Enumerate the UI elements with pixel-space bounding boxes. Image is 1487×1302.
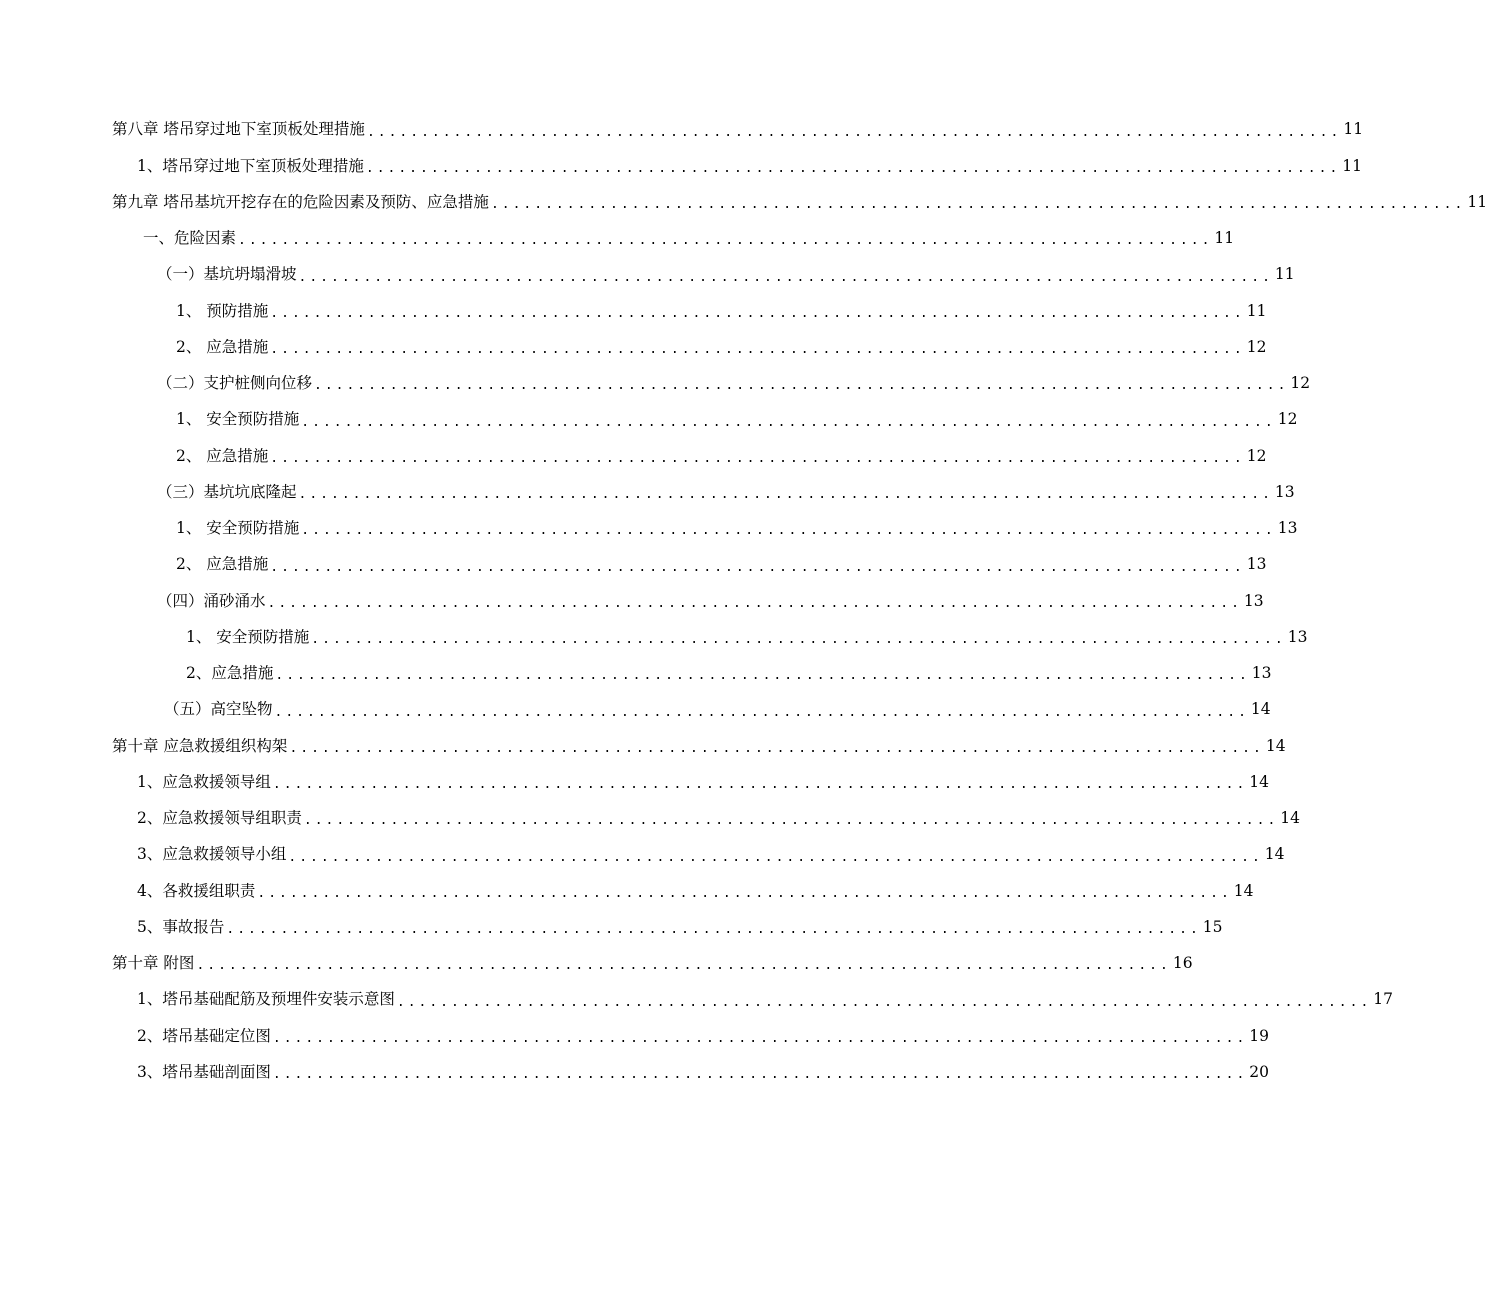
toc-entry[interactable] <box>0 620 1308 656</box>
dot-leader: .......................................................................................... <box>272 1067 1248 1083</box>
toc-entry-page: 13 <box>1287 627 1308 646</box>
toc-entry-label: 2、塔吊基础定位图 <box>137 1026 271 1045</box>
toc-entry-label: 2、应急救援领导组职责 <box>137 809 302 828</box>
dot-leader: .......................................................................................... <box>270 450 1245 466</box>
toc-entry-page: 14 <box>1280 809 1301 828</box>
dot-leader: .......................................................................................... <box>365 160 1341 176</box>
dot-leader: .......................................................................................... <box>270 342 1245 358</box>
toc-entry-page: 11 <box>1343 120 1364 139</box>
toc-entry[interactable] <box>0 873 1254 909</box>
toc-entry-label: 3、塔吊基础剖面图 <box>137 1062 271 1081</box>
toc-entry-label: （四）涌砂涌水 <box>157 591 266 610</box>
toc-entry[interactable] <box>0 656 1272 692</box>
toc-entry[interactable] <box>0 837 1285 873</box>
toc-entry-label: （五）高空坠物 <box>164 700 273 719</box>
toc-entry-label: 第十章 附图 <box>112 954 195 973</box>
toc-entry-page: 13 <box>1246 555 1267 574</box>
toc-entry-label: 1、塔吊基础配筋及预埋件安装示意图 <box>137 990 395 1009</box>
toc-entry[interactable] <box>0 511 1298 547</box>
toc-entry[interactable] <box>0 438 1267 474</box>
dot-leader: .......................................................................................... <box>238 233 1213 249</box>
dot-leader: .......................................................................................... <box>298 269 1273 285</box>
toc-entry-page: 11 <box>1246 301 1267 320</box>
toc-entry[interactable] <box>0 293 1267 329</box>
toc-entry-page: 14 <box>1249 772 1270 791</box>
toc-entry[interactable] <box>0 547 1267 583</box>
table-of-contents <box>0 112 1487 1091</box>
toc-entry-page: 11 <box>1274 265 1295 284</box>
toc-entry-label: 1、 安全预防措施 <box>176 519 300 538</box>
dot-leader: .......................................................................................... <box>301 523 1276 539</box>
toc-entry-label: 2、应急措施 <box>186 664 274 683</box>
toc-entry-page: 13 <box>1243 591 1264 610</box>
toc-entry-page: 12 <box>1246 446 1267 465</box>
toc-entry[interactable] <box>0 112 1364 148</box>
dot-leader: .......................................................................................... <box>257 885 1232 901</box>
dot-leader: .......................................................................................... <box>275 668 1250 684</box>
toc-entry-page: 17 <box>1373 990 1394 1009</box>
dot-leader: .......................................................................................... <box>270 559 1245 575</box>
toc-entry[interactable] <box>0 801 1301 837</box>
toc-entry[interactable] <box>0 728 1286 764</box>
toc-entry-label: （三）基坑坑底隆起 <box>157 482 297 501</box>
dot-leader: .......................................................................................... <box>272 777 1248 793</box>
dot-leader: .......................................................................................... <box>303 813 1279 829</box>
toc-entry-label: 第九章 塔吊基坑开挖存在的危险因素及预防、应急措施 <box>112 192 489 211</box>
toc-entry-page: 14 <box>1233 881 1254 900</box>
toc-entry-label: 3、应急救援领导小组 <box>137 845 287 864</box>
toc-entry-page: 13 <box>1251 664 1272 683</box>
toc-entry-label: 2、 应急措施 <box>176 555 269 574</box>
dot-leader: .......................................................................................... <box>274 704 1249 720</box>
toc-entry[interactable] <box>0 257 1295 293</box>
dot-leader: .......................................................................................... <box>311 632 1286 648</box>
toc-entry-label: 5、事故报告 <box>137 917 225 936</box>
toc-entry-label: 1、 安全预防措施 <box>186 627 310 646</box>
toc-entry-label: 1、塔吊穿过地下室顶板处理措施 <box>137 156 364 175</box>
toc-entry[interactable] <box>0 1018 1270 1054</box>
toc-entry[interactable] <box>0 366 1311 402</box>
toc-entry-page: 16 <box>1172 954 1193 973</box>
toc-entry-page: 15 <box>1202 917 1223 936</box>
dot-leader: .......................................................................................... <box>272 1030 1248 1046</box>
toc-entry[interactable] <box>0 765 1270 801</box>
dot-leader: .......................................................................................... <box>490 197 1466 213</box>
toc-entry[interactable] <box>0 475 1295 511</box>
toc-entry-label: 第八章 塔吊穿过地下室顶板处理措施 <box>112 120 365 139</box>
toc-entry-page: 14 <box>1250 700 1271 719</box>
toc-entry[interactable] <box>0 330 1267 366</box>
dot-leader: .......................................................................................... <box>366 124 1342 140</box>
dot-leader: .......................................................................................... <box>298 487 1273 503</box>
toc-entry-page: 20 <box>1249 1062 1270 1081</box>
toc-entry-page: 12 <box>1246 337 1267 356</box>
toc-entry-page: 11 <box>1342 156 1363 175</box>
toc-entry-label: 4、各救援组职责 <box>137 881 256 900</box>
dot-leader: .......................................................................................... <box>288 849 1263 865</box>
toc-entry[interactable] <box>0 148 1363 184</box>
dot-leader: .......................................................................................... <box>270 305 1245 321</box>
toc-entry-label: 2、 应急措施 <box>176 337 269 356</box>
dot-leader: .......................................................................................... <box>267 595 1242 611</box>
toc-entry[interactable] <box>0 402 1298 438</box>
toc-entry-label: 1、 预防措施 <box>176 301 269 320</box>
dot-leader: .......................................................................................... <box>314 378 1289 394</box>
toc-entry-page: 14 <box>1264 845 1285 864</box>
dot-leader: .......................................................................................... <box>226 922 1201 938</box>
toc-entry[interactable] <box>0 946 1193 982</box>
toc-entry-page: 12 <box>1290 374 1311 393</box>
toc-entry-label: （一）基坑坍塌滑坡 <box>157 265 297 284</box>
toc-entry[interactable] <box>0 221 1235 257</box>
dot-leader: .......................................................................................... <box>196 958 1171 974</box>
toc-entry-label: 一、危险因素 <box>143 229 237 248</box>
toc-entry-label: 1、 安全预防措施 <box>176 410 300 429</box>
toc-entry-page: 11 <box>1467 192 1487 211</box>
toc-entry[interactable] <box>0 982 1394 1018</box>
toc-entry-label: 第十章 应急救援组织构架 <box>112 736 288 755</box>
toc-entry-label: 1、应急救援领导组 <box>137 772 271 791</box>
toc-entry-label: 2、 应急措施 <box>176 446 269 465</box>
toc-entry[interactable] <box>0 1055 1270 1091</box>
toc-entry-page: 19 <box>1249 1026 1270 1045</box>
dot-leader: .......................................................................................... <box>301 414 1276 430</box>
toc-entry[interactable] <box>0 910 1223 946</box>
toc-entry[interactable] <box>0 692 1271 728</box>
toc-entry-page: 13 <box>1274 482 1295 501</box>
dot-leader: .......................................................................................... <box>396 994 1372 1010</box>
toc-entry-label: （二）支护桩侧向位移 <box>157 374 313 393</box>
toc-entry-page: 13 <box>1277 519 1298 538</box>
toc-entry-page: 14 <box>1265 736 1286 755</box>
toc-entry-page: 12 <box>1277 410 1298 429</box>
toc-entry-page: 11 <box>1214 229 1235 248</box>
toc-entry[interactable] <box>0 583 1264 619</box>
dot-leader: .......................................................................................... <box>289 740 1264 756</box>
toc-entry[interactable] <box>0 185 1487 221</box>
